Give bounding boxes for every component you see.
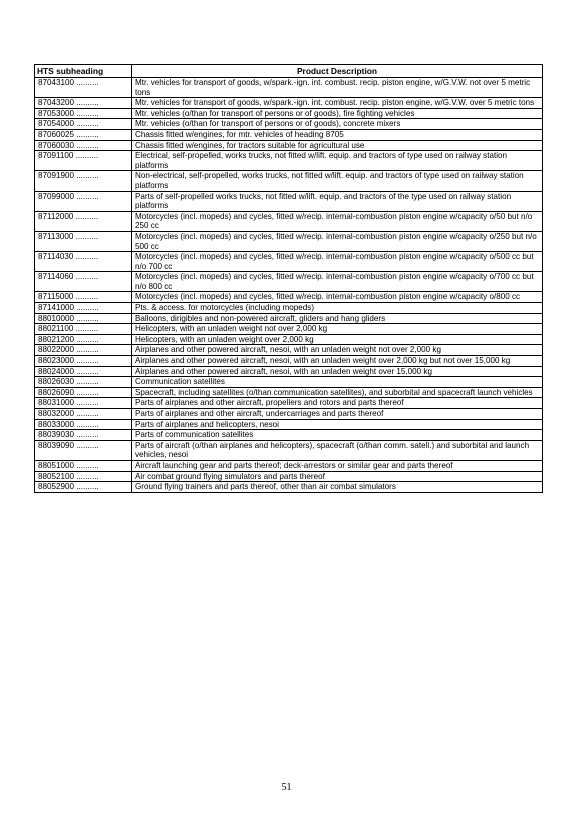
- hts-code-cell: 88039030 ..........: [35, 430, 132, 441]
- hts-table: [34, 64, 543, 493]
- table-body: [35, 78, 543, 493]
- hts-code-cell: 87099000 ..........: [35, 191, 132, 211]
- product-description-cell: Motorcycles (incl. mopeds) and cycles, fitted w/recip. internal-combustion piston engine w/capacity o/800 cc: [132, 292, 543, 303]
- table-row: [35, 440, 543, 460]
- table-row: [35, 313, 543, 324]
- hts-code-cell: 87141000 ..........: [35, 303, 132, 314]
- hts-code-cell: 87060025 ..........: [35, 129, 132, 140]
- hts-code-cell: 88032000 ..........: [35, 409, 132, 420]
- table-row: [35, 108, 543, 119]
- table-row: [35, 482, 543, 493]
- hts-code-cell: 88021100 ..........: [35, 324, 132, 335]
- table-row: [35, 356, 543, 367]
- hts-code-cell: 88023000 ..........: [35, 356, 132, 367]
- table-row: [35, 211, 543, 231]
- hts-code-cell: 87113000 ..........: [35, 231, 132, 251]
- product-description-cell: Parts of communication satellites: [132, 430, 543, 441]
- product-description-cell: Motorcycles (incl. mopeds) and cycles, fitted w/recip. internal-combustion piston engine w/capacity o/250 but n/o 500 cc: [132, 231, 543, 251]
- table-row: [35, 345, 543, 356]
- table-row: [35, 366, 543, 377]
- table-row: [35, 460, 543, 471]
- hts-code-cell: 87115000 ..........: [35, 292, 132, 303]
- table-row: [35, 140, 543, 151]
- table-row: [35, 419, 543, 430]
- product-description-cell: Electrical, self-propelled, works trucks, not fitted w/lift. equip. and tractors of type used on railway station platforms: [132, 151, 543, 171]
- table-row: [35, 252, 543, 272]
- table-row: [35, 171, 543, 191]
- hts-code-cell: 88033000 ..........: [35, 419, 132, 430]
- hts-code-cell: 87112000 ..........: [35, 211, 132, 231]
- table-row: [35, 191, 543, 211]
- product-description-cell: Airplanes and other powered aircraft, nesoi, with an unladen weight over 15,000 kg: [132, 366, 543, 377]
- table-row: [35, 398, 543, 409]
- hts-code-cell: 88010000 ..........: [35, 313, 132, 324]
- table-row: [35, 377, 543, 388]
- product-description-cell: Motorcycles (incl. mopeds) and cycles, fitted w/recip. internal-combustion piston engine w/capacity o/700 cc but n/o 800 cc: [132, 272, 543, 292]
- product-description-cell: Airplanes and other powered aircraft, nesoi, with an unladen weight not over 2,000 kg: [132, 345, 543, 356]
- product-description-cell: Helicopters, with an unladen weight not over 2,000 kg: [132, 324, 543, 335]
- table-row: [35, 303, 543, 314]
- header-hts-subheading: HTS subheading: [35, 65, 132, 78]
- hts-code-cell: 88024000 ..........: [35, 366, 132, 377]
- table-row: [35, 272, 543, 292]
- product-description-cell: Mtr. vehicles for transport of goods, w/spark.-ign. int. combust. recip. piston engine, w/G.V.W. over 5 metric tons: [132, 98, 543, 109]
- hts-code-cell: 88022000 ..........: [35, 345, 132, 356]
- hts-code-cell: 87114060 ..........: [35, 272, 132, 292]
- table-row: [35, 98, 543, 109]
- product-description-cell: Helicopters, with an unladen weight over 2,000 kg: [132, 334, 543, 345]
- table-row: [35, 119, 543, 130]
- table-row: [35, 129, 543, 140]
- product-description-cell: Mtr. vehicles (o/than for transport of persons or of goods), concrete mixers: [132, 119, 543, 130]
- table-row: [35, 409, 543, 420]
- hts-code-cell: 88051000 ..........: [35, 460, 132, 471]
- product-description-cell: Parts of self-propelled works trucks, not fitted w/lift. equip. and tractors of the type used on railway station platforms: [132, 191, 543, 211]
- table-row: [35, 292, 543, 303]
- product-description-cell: Parts of airplanes and other aircraft, undercarriages and parts thereof: [132, 409, 543, 420]
- table-header-row: [35, 65, 543, 78]
- table-row: [35, 151, 543, 171]
- hts-code-cell: 87091900 ..........: [35, 171, 132, 191]
- table-row: [35, 387, 543, 398]
- table-row: [35, 231, 543, 251]
- table-row: [35, 430, 543, 441]
- hts-code-cell: 87053000 ..........: [35, 108, 132, 119]
- hts-code-cell: 87091100 ..........: [35, 151, 132, 171]
- product-description-cell: Motorcycles (incl. mopeds) and cycles, fitted w/recip. internal-combustion piston engine w/capacity o/500 cc but n/o 700 cc: [132, 252, 543, 272]
- product-description-cell: Ground flying trainers and parts thereof, other than air combat simulators: [132, 482, 543, 493]
- product-description-cell: Motorcycles (incl. mopeds) and cycles, fitted w/recip. internal-combustion piston engine w/capacity o/50 but n/o 250 cc: [132, 211, 543, 231]
- table-row: [35, 334, 543, 345]
- product-description-cell: Balloons, dirigibles and non-powered aircraft, gliders and hang gliders: [132, 313, 543, 324]
- hts-code-cell: 87054000 ..........: [35, 119, 132, 130]
- product-description-cell: Airplanes and other powered aircraft, nesoi, with an unladen weight over 2,000 kg but not over 15,000 kg: [132, 356, 543, 367]
- product-description-cell: Communication satellites: [132, 377, 543, 388]
- product-description-cell: Mtr. vehicles (o/than for transport of persons or of goods), fire fighting vehicles: [132, 108, 543, 119]
- hts-code-cell: 87060030 ..........: [35, 140, 132, 151]
- hts-code-cell: 88031000 ..........: [35, 398, 132, 409]
- product-description-cell: Parts of airplanes and helicopters, nesoi: [132, 419, 543, 430]
- table-row: [35, 324, 543, 335]
- product-description-cell: Chassis fitted w/engines, for mtr. vehicles of heading 8705: [132, 129, 543, 140]
- hts-code-cell: 88039090 ..........: [35, 440, 132, 460]
- hts-table-container: [34, 64, 542, 493]
- product-description-cell: Parts of airplanes and other aircraft, propellers and rotors and parts thereof: [132, 398, 543, 409]
- hts-code-cell: 88021200 ..........: [35, 334, 132, 345]
- hts-code-cell: 88026030 ..........: [35, 377, 132, 388]
- hts-code-cell: 88026090 ..........: [35, 387, 132, 398]
- product-description-cell: Aircraft launching gear and parts thereof; deck-arrestors or similar gear and parts thereof: [132, 460, 543, 471]
- product-description-cell: Mtr. vehicles for transport of goods, w/spark.-ign. int. combust. recip. piston engine, w/G.V.W. not over 5 metric tons: [132, 78, 543, 98]
- table-row: [35, 471, 543, 482]
- hts-code-cell: 87043200 ..........: [35, 98, 132, 109]
- product-description-cell: Air combat ground flying simulators and parts thereof: [132, 471, 543, 482]
- product-description-cell: Pts. & access. for motorcycles (including mopeds): [132, 303, 543, 314]
- table-row: [35, 78, 543, 98]
- product-description-cell: Chassis fitted w/engines, for tractors suitable for agricultural use: [132, 140, 543, 151]
- hts-code-cell: 88052900 ..........: [35, 482, 132, 493]
- page-number: 51: [281, 782, 292, 793]
- product-description-cell: Spacecraft, including satellites (o/than communication satellites), and suborbital and spacecraft launch vehicles: [132, 387, 543, 398]
- hts-code-cell: 87043100 ..........: [35, 78, 132, 98]
- hts-code-cell: 87114030 ..........: [35, 252, 132, 272]
- product-description-cell: Parts of aircraft (o/than airplanes and helicopters), spacecraft (o/than comm. satell.) and suborbital and launch vehicles, nesoi: [132, 440, 543, 460]
- header-product-description: Product Description: [132, 65, 543, 78]
- product-description-cell: Non-electrical, self-propelled, works trucks, not fitted w/lift. equip. and tractors of type used on railway station platforms: [132, 171, 543, 191]
- hts-code-cell: 88052100 ..........: [35, 471, 132, 482]
